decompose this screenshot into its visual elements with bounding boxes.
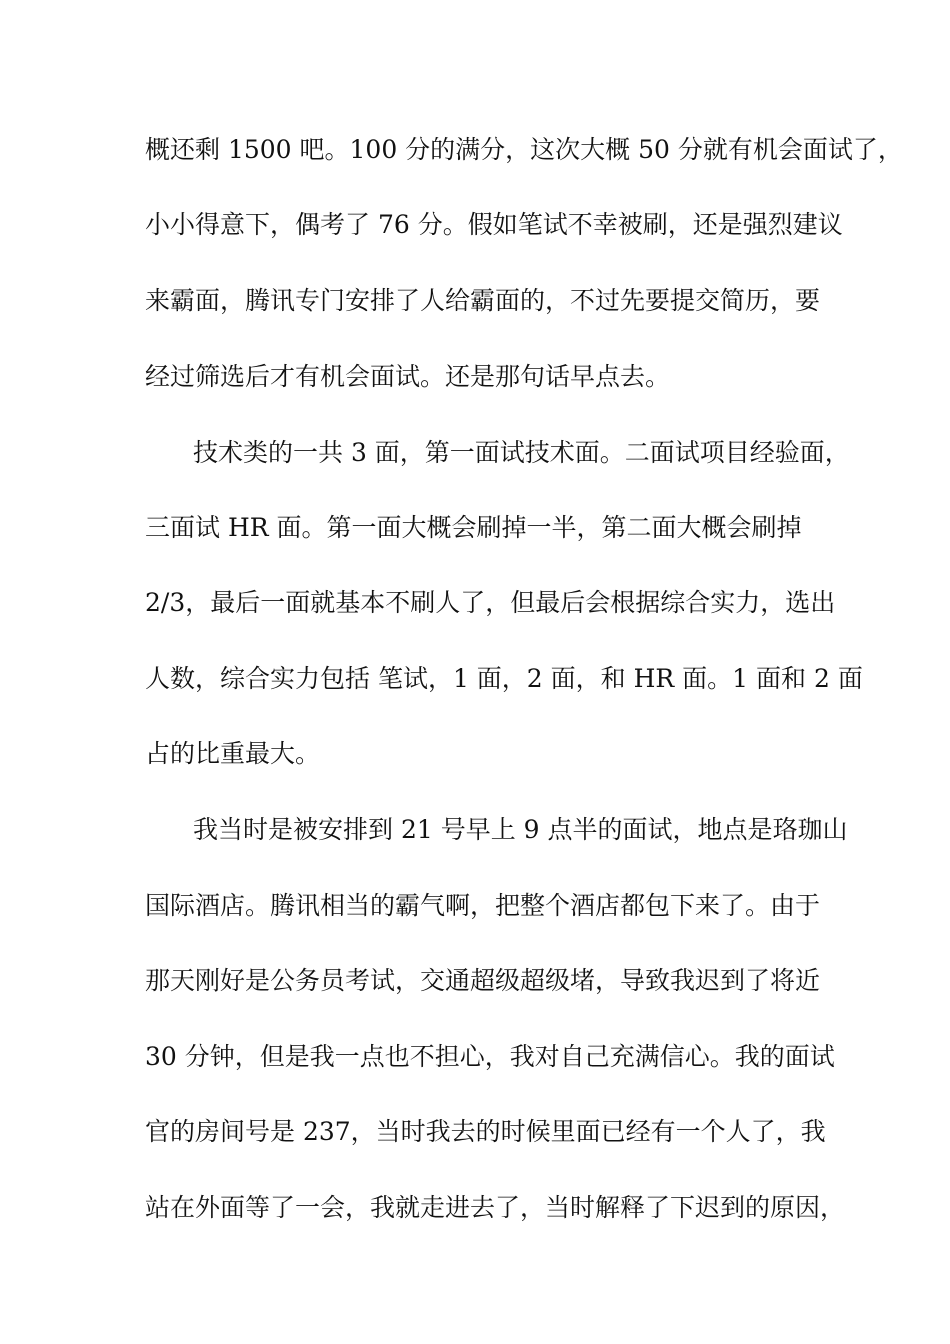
text-line: 占的比重最大。 (145, 739, 321, 768)
paragraph-first-line: 我当时是被安排到 21 号早上 9 点半的面试，地点是珞珈山 (193, 815, 848, 844)
text-line: 三面试 HR 面。第一面大概会刷掉一半，第二面大概会刷掉 (145, 513, 802, 542)
text-line: 来霸面，腾讯专门安排了人给霸面的，不过先要提交简历，要 (145, 286, 821, 315)
text-line: 概还剩 1500 吧。100 分的满分，这次大概 50 分就有机会面试了， (145, 135, 903, 164)
text-line: 经过筛选后才有机会面试。还是那句话早点去。 (145, 362, 671, 391)
text-line: 人数，综合实力包括 笔试，1 面，2 面，和 HR 面。1 面和 2 面 (145, 664, 863, 693)
text-line: 30 分钟，但是我一点也不担心，我对自己充满信心。我的面试 (145, 1042, 835, 1071)
text-line: 小小得意下，偶考了 76 分。假如笔试不幸被刷，还是强烈建议 (145, 210, 843, 239)
text-line: 官的房间号是 237，当时我去的时候里面已经有一个人了，我 (145, 1117, 826, 1146)
text-line: 国际酒店。腾讯相当的霸气啊，把整个酒店都包下来了。由于 (145, 891, 821, 920)
paragraph-first-line: 技术类的一共 3 面，第一面试技术面。二面试项目经验面， (193, 438, 850, 467)
text-line: 2/3，最后一面就基本不刷人了，但最后会根据综合实力，选出 (145, 588, 836, 617)
text-line: 那天刚好是公务员考试，交通超级超级堵，导致我迟到了将近 (145, 966, 821, 995)
text-line: 站在外面等了一会，我就走进去了，当时解释了下迟到的原因， (145, 1193, 846, 1222)
